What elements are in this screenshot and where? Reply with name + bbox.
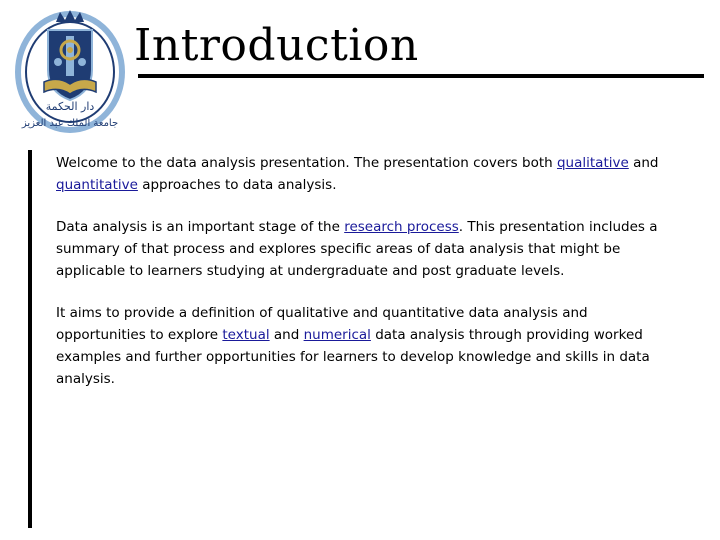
logo-arabic-line2: جامعة الملك عبد العزيز <box>21 118 119 129</box>
para1-text-1: Welcome to the data analysis presentation. The presentation covers both <box>56 155 557 171</box>
slide-title: Introduction <box>134 20 419 71</box>
para3-text-1: It aims to provide a definition of qualitative and quantitative data analysis and opportunities to explore <box>56 305 588 343</box>
para1-text-3: approaches to data analysis. <box>137 177 337 193</box>
para3-text-3: data analysis through providing worked examples and further opportunities for learners to develop knowledge and skills in data analysis. <box>56 327 650 387</box>
slide-body <box>56 152 666 410</box>
para1-text-2: and <box>628 155 659 171</box>
link-research-process[interactable]: research process <box>344 219 459 235</box>
university-logo <box>8 6 140 146</box>
title-underline <box>138 74 704 78</box>
paragraph-welcome <box>56 152 666 196</box>
link-textual[interactable]: textual <box>222 327 270 343</box>
paragraph-aims <box>56 302 666 390</box>
para3-text-2: and <box>269 327 304 343</box>
para2-text-2: . This presentation includes a summary of that process and explores specific areas of data analysis that might be applicable to learners studying at undergraduate and post graduate levels. <box>56 219 658 279</box>
link-qualitative[interactable]: qualitative <box>556 155 629 171</box>
link-quantitative[interactable]: quantitative <box>56 177 138 193</box>
para2-text-1: Data analysis is an important stage of the <box>56 219 345 235</box>
logo-arabic-line1: دار الحكمة <box>45 100 95 113</box>
link-numerical[interactable]: numerical <box>303 327 371 343</box>
left-vertical-rule <box>28 150 32 528</box>
paragraph-research-process <box>56 216 666 282</box>
